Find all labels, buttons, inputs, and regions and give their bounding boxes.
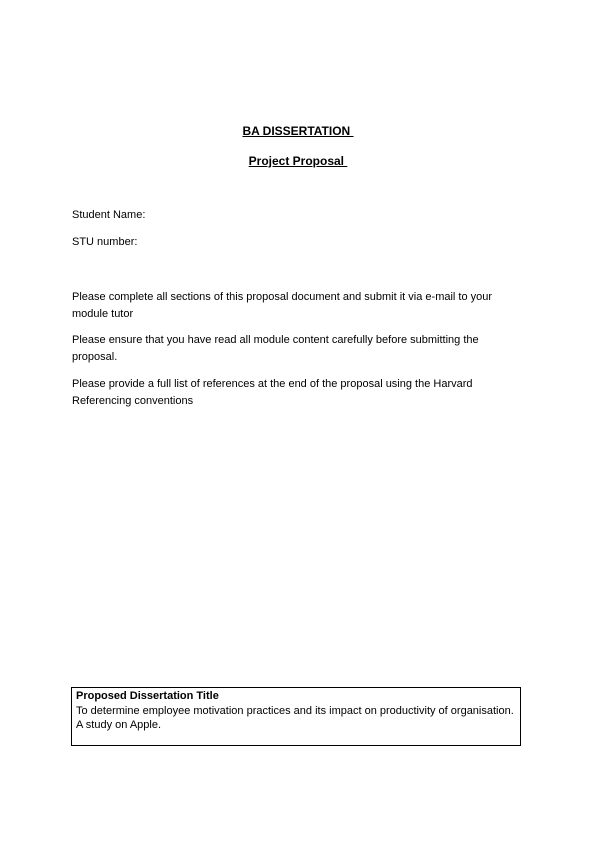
proposed-title-box xyxy=(71,687,521,746)
proposed-title-text: To determine employee motivation practices and its impact on productivity of organisation. A study on Apple. xyxy=(76,704,514,731)
instruction-paragraph: Please ensure that you have read all module content carefully before submitting the proposal. xyxy=(72,334,479,363)
instruction-paragraph: Please complete all sections of this proposal document and submit it via e-mail to your module tutor xyxy=(72,291,493,320)
document-subheading: Project Proposal xyxy=(248,154,348,168)
instruction-paragraph: Please provide a full list of references at the end of the proposal using the Harvard Referencing conventions xyxy=(72,378,473,407)
document-heading: BA DISSERTATION xyxy=(242,124,354,138)
proposed-title-label: Proposed Dissertation Title xyxy=(76,690,219,702)
stu-number-label: STU number: xyxy=(72,236,138,248)
student-name-label: Student Name: xyxy=(72,209,146,221)
